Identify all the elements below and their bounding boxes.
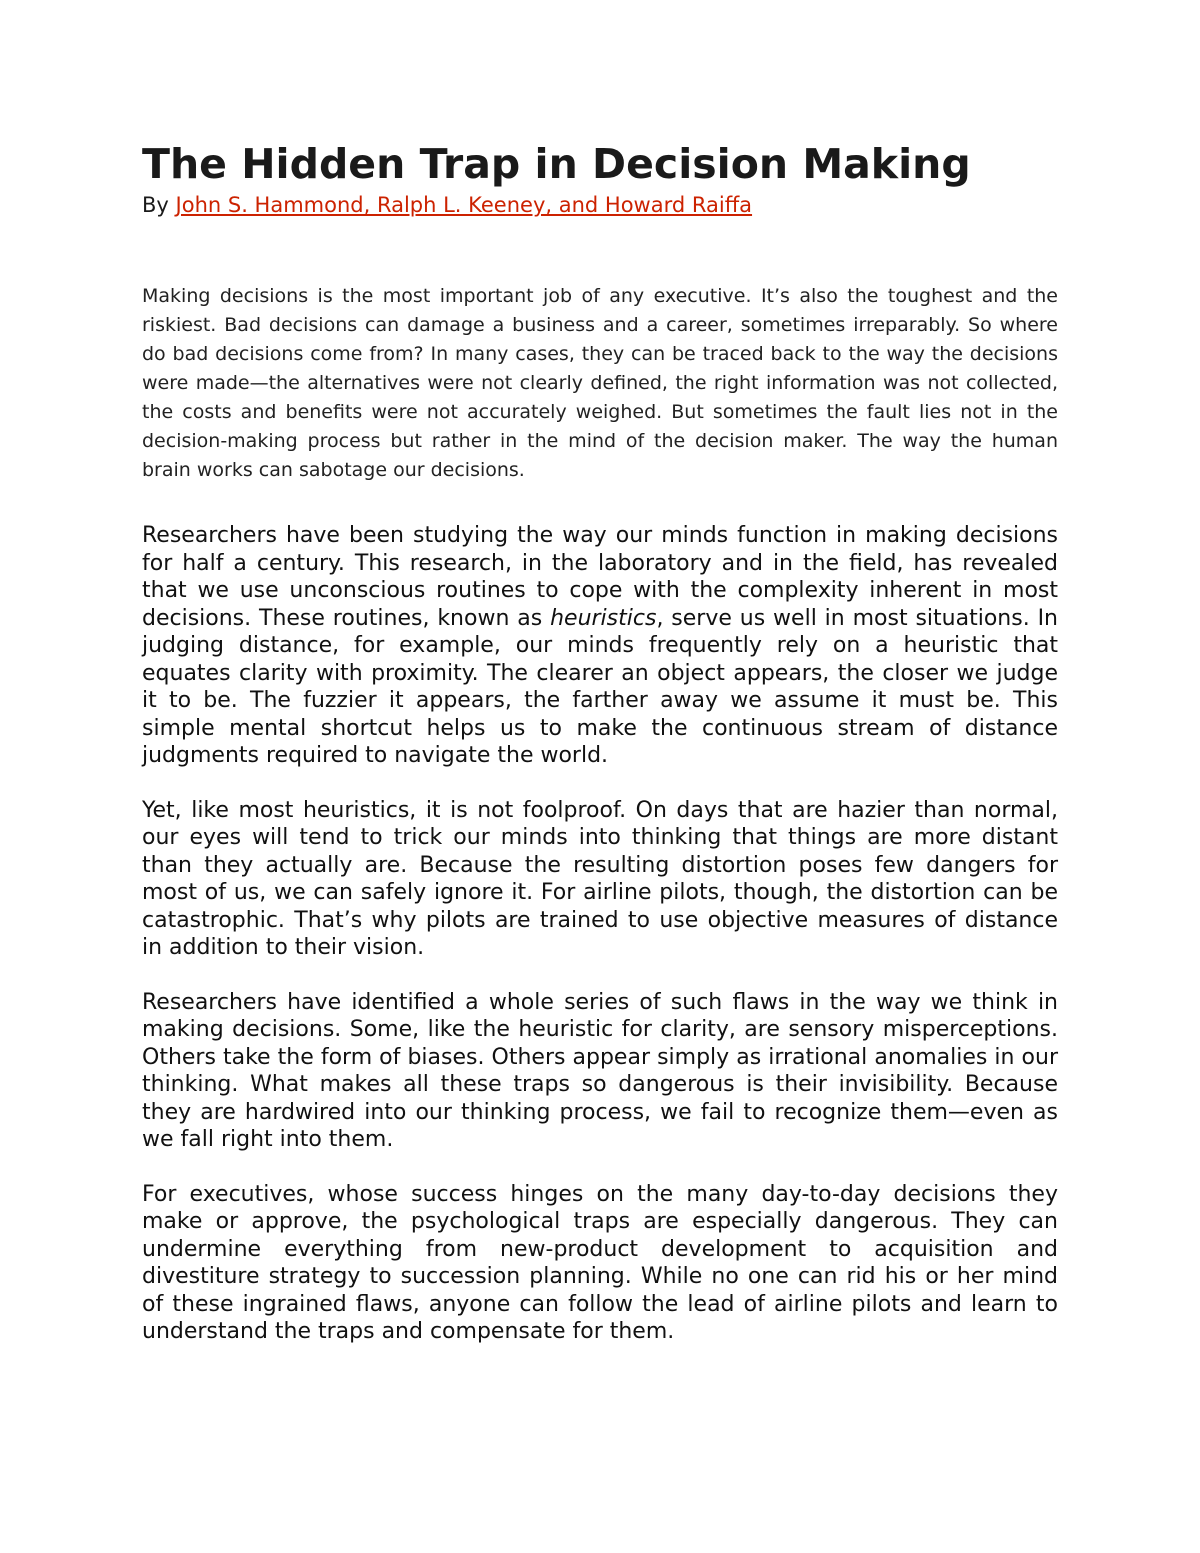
paragraph-flaws: Researchers have identified a whole series of such flaws in the way we think in making decisions. Some, like the heuristic for clarity, are sensory misperceptions. Others take the form of biases. Others appear simply as irrational anomalies in our thinking. What makes all these traps so dangerous is their invisibility. Because they are hardwired into our thinking process, we fail to recognize them—even as we fall right into them. xyxy=(142,989,1058,1152)
heuristics-term: heuristics xyxy=(550,605,657,631)
byline xyxy=(142,190,1058,220)
paragraph-heuristics-start: Researchers have been studying the way our minds function in making decisions for half a century. This research, in the laboratory and in the field, has revealed that we use unconscious routines to cope with the complexity inherent in most decisions. These routines, known as xyxy=(142,523,1058,631)
document-page xyxy=(142,138,1058,1346)
paragraph-executives: For executives, whose success hinges on the many day-to-day decisions they make or approve, the psychological traps are especially dangerous. They can undermine everything from new-product development to acquisition and divestiture strategy to succession planning. While no one can rid his or her mind of these ingrained flaws, anyone can follow the lead of airline pilots and learn to understand the traps and compensate for them. xyxy=(142,1181,1058,1344)
paragraph-foolproof: Yet, like most heuristics, it is not foolproof. On days that are hazier than normal, our eyes will tend to trick our minds into thinking that things are more distant than they actually are. Because the resulting distortion poses few dangers for most of us, we can safely ignore it. For airline pilots, though, the distortion can be catastrophic. That’s why pilots are trained to use objective measures of distance in addition to their vision. xyxy=(142,797,1058,960)
authors-link[interactable]: John S. Hammond, Ralph L. Keeney, and Howard Raiffa xyxy=(175,193,753,217)
paragraph-heuristics-end: , serve us well in most situations. In judging distance, for example, our minds frequently rely on a heuristic that equates clarity with proximity. The clearer an object appears, the closer we judge it to be. The fuzzier it appears, the farther away we assume it must be. This simple mental shortcut helps us to make the continuous stream of distance judgments required to navigate the world. xyxy=(142,605,1058,768)
intro-paragraph: Making decisions is the most important job of any executive. It’s also the toughest and the riskiest. Bad decisions can damage a business and a career, sometimes irreparably. So where do bad decisions come from? In many cases, they can be traced back to the way the decisions were made—the alternatives were not clearly defined, the right information was not collected, the costs and benefits were not accurately weighed. But sometimes the fault lies not in the decision-making process but rather in the mind of the decision maker. The way the human brain works can sabotage our decisions. xyxy=(142,285,1058,481)
document-title: The Hidden Trap in Decision Making xyxy=(142,140,971,188)
paragraph-heuristics xyxy=(142,522,1058,770)
byline-prefix: By xyxy=(142,193,169,217)
